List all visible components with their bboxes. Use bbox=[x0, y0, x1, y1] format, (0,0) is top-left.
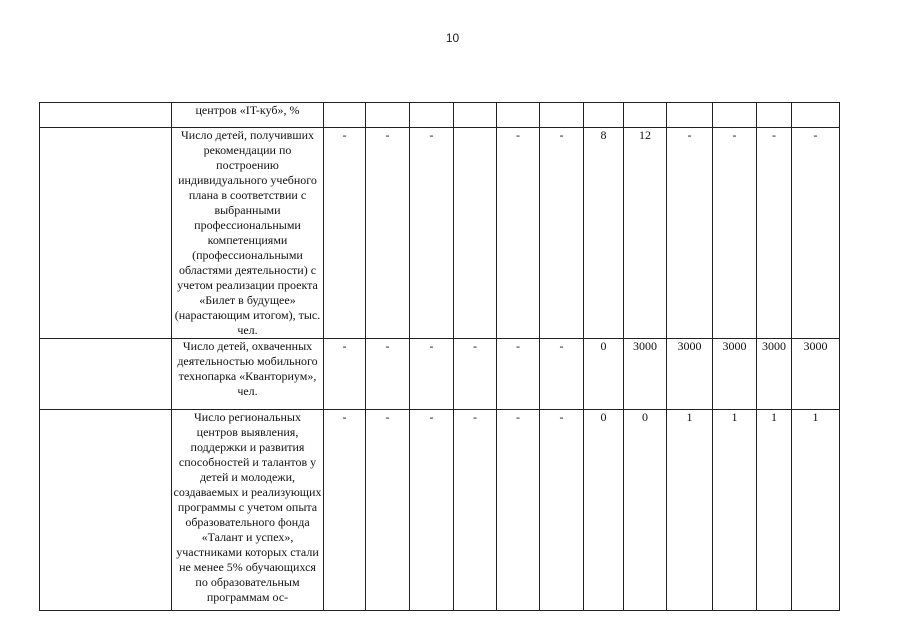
table-row bbox=[40, 128, 840, 339]
value-cell: - bbox=[410, 410, 454, 611]
value-cell: - bbox=[324, 128, 366, 339]
value-cell: - bbox=[497, 339, 540, 410]
value-cell: - bbox=[366, 128, 410, 339]
value-cell bbox=[497, 103, 540, 128]
page-number: 10 bbox=[445, 31, 460, 45]
value-cell bbox=[667, 103, 713, 128]
value-cell: 0 bbox=[584, 410, 624, 611]
value-cell: 3000 bbox=[713, 339, 757, 410]
value-cell: 1 bbox=[713, 410, 757, 611]
value-cell: - bbox=[366, 339, 410, 410]
value-cell: - bbox=[366, 410, 410, 611]
indicator-name-cell: Число детей, охваченных деятельностью мобильного технопарка «Кванториум», чел. bbox=[172, 339, 324, 410]
value-cell: 0 bbox=[584, 339, 624, 410]
table-row bbox=[40, 410, 840, 611]
value-cell: 1 bbox=[667, 410, 713, 611]
value-cell bbox=[454, 103, 497, 128]
empty-first-column-cell bbox=[40, 339, 172, 410]
value-cell: - bbox=[757, 128, 792, 339]
value-cell: - bbox=[454, 410, 497, 611]
value-cell: - bbox=[540, 410, 584, 611]
empty-first-column-cell bbox=[40, 103, 172, 128]
value-cell bbox=[624, 103, 667, 128]
empty-first-column-cell bbox=[40, 410, 172, 611]
indicators-table bbox=[39, 102, 840, 611]
value-cell: - bbox=[713, 128, 757, 339]
value-cell bbox=[324, 103, 366, 128]
value-cell: - bbox=[454, 339, 497, 410]
value-cell: - bbox=[497, 128, 540, 339]
value-cell: - bbox=[324, 339, 366, 410]
indicator-name-cell: центров «IT-куб», % bbox=[172, 103, 324, 128]
value-cell bbox=[713, 103, 757, 128]
value-cell bbox=[410, 103, 454, 128]
empty-first-column-cell bbox=[40, 128, 172, 339]
value-cell bbox=[792, 103, 840, 128]
value-cell: 3000 bbox=[667, 339, 713, 410]
value-cell: - bbox=[497, 410, 540, 611]
value-cell: 0 bbox=[624, 410, 667, 611]
table-row bbox=[40, 103, 840, 128]
table-row bbox=[40, 339, 840, 410]
value-cell bbox=[757, 103, 792, 128]
value-cell: 3000 bbox=[757, 339, 792, 410]
value-cell: - bbox=[792, 128, 840, 339]
value-cell: 1 bbox=[757, 410, 792, 611]
value-cell: 12 bbox=[624, 128, 667, 339]
value-cell: 3000 bbox=[624, 339, 667, 410]
value-cell: - bbox=[667, 128, 713, 339]
indicator-name-cell: Число детей, получивших рекомендации по построению индивидуального учебного плана в соответствии с выбранными профессиональными компетенциями (профессиональными областями деятельности) с учетом реализации проекта «Билет в будущее» (нарастающим итогом), тыс. чел. bbox=[172, 128, 324, 339]
value-cell bbox=[454, 128, 497, 339]
value-cell: - bbox=[410, 128, 454, 339]
value-cell: 1 bbox=[792, 410, 840, 611]
value-cell bbox=[366, 103, 410, 128]
value-cell bbox=[540, 103, 584, 128]
value-cell: - bbox=[410, 339, 454, 410]
value-cell: - bbox=[540, 339, 584, 410]
value-cell: - bbox=[324, 410, 366, 611]
indicator-name-cell: Число региональных центров выявления, поддержки и развития способностей и талантов у детей и молодежи, создаваемых и реализующих программы с учетом опыта образовательного фонда «Талант и успех», участниками которых стали не менее 5% обучающихся по образовательным программам ос- bbox=[172, 410, 324, 611]
value-cell: 8 bbox=[584, 128, 624, 339]
value-cell: - bbox=[540, 128, 584, 339]
value-cell: 3000 bbox=[792, 339, 840, 410]
value-cell bbox=[584, 103, 624, 128]
